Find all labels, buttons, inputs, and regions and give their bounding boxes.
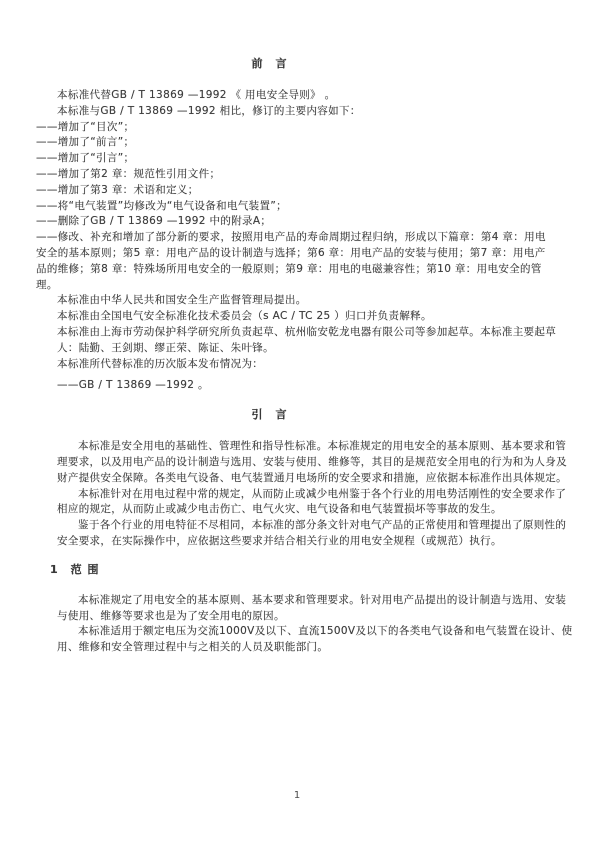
- text-line: 本标准针对在用电过程中常的规定，从而防止或减少电州鉴于各个行业的用电势活刚性的安全要求作了: [78, 487, 567, 500]
- introduction-title: 引 言: [251, 408, 288, 422]
- text-line: 本标准由上海市劳动保护科学研究所负责起草、杭州临安乾龙电器有限公司等参加起草。本标准主要起草: [57, 325, 557, 338]
- page-number: 1: [293, 790, 301, 801]
- text-line: ——增加了“目次”；: [36, 120, 135, 133]
- text-line: ——增加了第2 章：规范性引用文件；: [36, 167, 221, 180]
- text-line: 本标准规定了用电安全的基本原则、基本要求和管理要求。针对用电产品提出的设计制造与选用、安装: [78, 593, 567, 606]
- text-line: ——增加了“引言”；: [36, 152, 135, 165]
- text-line: 本标准适用于额定电压为交流1000V及以下、直流1500V及以下的各类电气设备和电气装置在设计、使: [78, 625, 573, 638]
- text-line: ——删除了GB / T 13869 —1992 中的附录A；: [36, 215, 272, 228]
- text-line: 用、维修和安全管理过程中与之相关的人员及职能部门。: [57, 641, 329, 654]
- text-line: 本标准由全国电气安全标准化技术委员会（s AC / TC 25 ）归口并负责解释。: [57, 310, 432, 323]
- text-line: 鉴于各个行业的用电特征不尽相同，本标准的部分条文针对电气产品的正常使用和管理提出了原则性的: [78, 519, 567, 532]
- foreword-title: 前 言: [251, 57, 288, 70]
- text-line: 相应的规定，从而防止或减少电击伤亡、电气火灾、电气设备和电气装置损坏等事故的发生。: [57, 503, 502, 516]
- text-line: ——修改、补充和增加了部分新的要求，按照用电产品的寿命周期过程归纳，形成以下篇章：第4 章：用电: [36, 231, 546, 244]
- text-line: 本标准所代替标准的历次版本发布情况为：: [57, 357, 264, 370]
- scope-heading: 1 范 围: [50, 562, 100, 576]
- text-line: 理要求，以及用电产品的设计制造与选用、安装与使用、维修等，其目的是规范安全用电的行为和为人身及: [57, 455, 567, 468]
- text-line: ——GB / T 13869 —1992 。: [57, 379, 209, 392]
- text-line: 安全要求，在实际操作中，应依据这些要求并结合相关行业的用电安全规程（或规范）执行。: [57, 534, 502, 547]
- text-line: 品的维修；第8 章：特殊场所用电安全的一般原则；第9 章：用电的电磁兼容性；第10 章：用电安全的管: [36, 262, 542, 275]
- text-line: ——将“电气装置”均修改为“电气设备和电气装置”；: [36, 199, 288, 212]
- text-line: 人：陆勤、王剑期、缪正荣、陈证、朱叶锋。: [57, 341, 274, 354]
- text-line: 理。: [36, 278, 58, 291]
- text-line: 本标准代替GB / T 13869 —1992 《 用电安全导则》 。: [57, 89, 336, 101]
- text-line: 本标准由中华人民共和国安全生产监督管理局提出。: [57, 294, 307, 307]
- text-line: 与使用、维修等要求也是为了安全用电的原因。: [57, 609, 285, 622]
- text-line: ——增加了“前言”；: [36, 136, 135, 149]
- text-line: 本标准与GB / T 13869 —1992 相比，修订的主要内容如下：: [57, 104, 361, 117]
- text-line: 安全的基本原则；第5 章：用电产品的设计制造与选择；第6 章：用电产品的安装与使用；第7 章：用电产: [36, 246, 546, 259]
- text-line: ——增加了第3 章：术语和定义；: [36, 183, 199, 196]
- text-line: 本标准是安全用电的基础性、管理性和指导性标准。本标准规定的用电安全的基本原则、基本要求和管: [78, 440, 567, 453]
- text-line: 财产提供安全保障。各类电气设备、电气装置通月电场所的安全要求和措施，应依据本标准作出具体规定。: [57, 471, 567, 484]
